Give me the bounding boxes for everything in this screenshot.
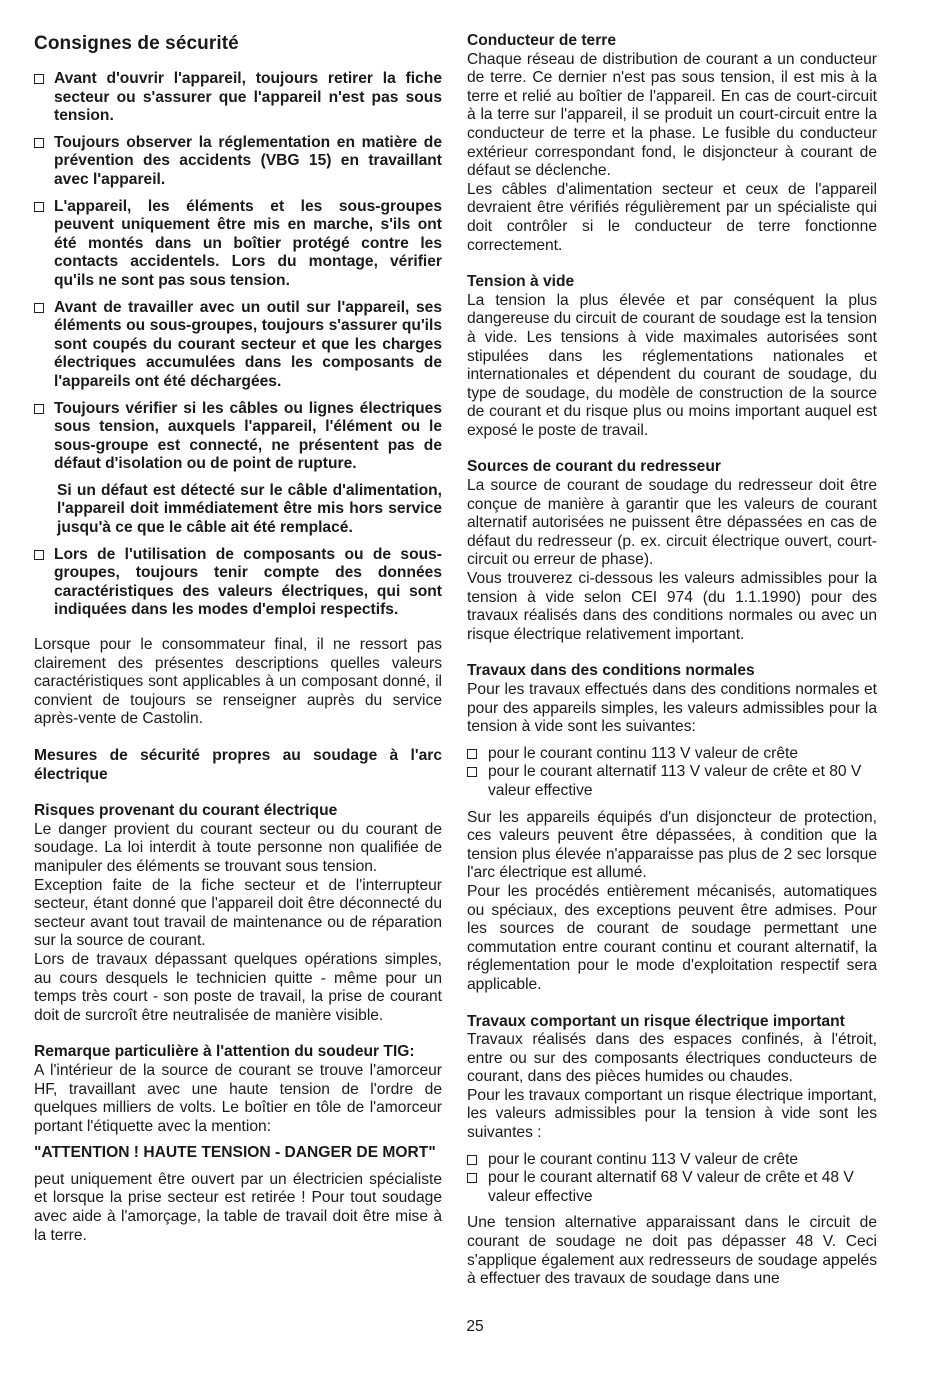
list-item	[467, 1169, 877, 1206]
checkbox-square-icon	[34, 74, 44, 84]
list-item	[467, 1151, 877, 1170]
safety-item	[34, 134, 442, 190]
rectifier-paragraph: La source de courant de soudage du redresseur doit être conçue de manière à garantir que les valeurs de courant alternatif autorisées ne puissent être dépassées en cas de défaut du redresseur (p. ex. circuit électrique ouvert, court-circuit ou erreur de phase).	[467, 477, 877, 569]
safety-item-text: Toujours vérifier si les câbles ou lignes électriques sous tension, auxquels l'appareil, l'élément ou le sous-groupe est connecté, ne présentent pas de défaut d'isolation ou de point de rupture.	[54, 399, 442, 473]
high-risk-paragraph: Travaux réalisés dans des espaces confinés, à l'étroit, entre ou sur des composants électriques conducteurs de courant, dans des pièces humides ou chaudes.	[467, 1031, 877, 1086]
left-column	[34, 32, 442, 1245]
high-risk-values-list	[467, 1151, 877, 1207]
tig-warning-label: "ATTENTION ! HAUTE TENSION - DANGER DE MORT"	[34, 1144, 436, 1162]
page-title: Consignes de sécurité	[34, 33, 239, 54]
safety-item	[34, 299, 442, 392]
safety-note: Si un défaut est détecté sur le câble d'alimentation, l'appareil doit immédiatement être mis hors service jusqu'à ce que le câble ait été remplacé.	[57, 481, 442, 537]
checkbox-square-icon	[34, 550, 44, 560]
open-voltage-paragraph: La tension la plus élevée et par conséquent la plus dangereuse du circuit de courant de soudage est la tension à vide. Les tensions à vide maximales autorisées sont stipulées dans les réglementations nationales et internationales et dépendent du courant de soudage, du type de soudage, du modèle de construction de la source de courant et du risque plus ou moins important auquel est exposé le poste de travail.	[467, 291, 877, 439]
tig-note-heading: Remarque particulière à l'attention du soudeur TIG:	[34, 1043, 415, 1061]
arc-safety-heading: Mesures de sécurité propres au soudage à l'arc électrique	[34, 747, 442, 783]
electric-risk-paragraph: Le danger provient du courant secteur ou du courant de soudage. La loi interdit à toute personne non qualifiée de manipuler des éléments se trouvant sous tension.	[34, 820, 442, 875]
checkbox-square-icon	[34, 404, 44, 414]
safety-item-text: L'appareil, les éléments et les sous-groupes peuvent uniquement être mis en marche, s'ils ont été montés dans un boîtier protégé contre les contacts accidentels. Lors du montage, vérifier qu'ils ne sont pas sous tension.	[54, 197, 442, 289]
normal-conditions-paragraph: Pour les procédés entièrement mécanisés, automatiques ou spéciaux, des exceptions peuvent être admises. Pour les sources de courant de soudage permettant une commutation entre courant continu et courant alternatif, la réglementation pour le mode d'exploitation respectif sera applicable.	[467, 882, 877, 993]
open-voltage-heading: Tension à vide	[467, 273, 575, 291]
list-item-text: pour le courant alternatif 113 V valeur de crête et 80 V valeur effective	[488, 763, 862, 799]
safety-item	[34, 546, 442, 620]
tig-note-paragraph: peut uniquement être ouvert par un électricien spécialiste et lorsque la prise secteur est retirée ! Pour tout soudage avec aide à l'amorçage, la table de travail doit être mise à la terre.	[34, 1170, 442, 1244]
list-item-text: pour le courant continu 113 V valeur de crête	[488, 744, 799, 762]
safety-item	[34, 70, 442, 126]
rectifier-heading: Sources de courant du redresseur	[467, 458, 721, 476]
high-risk-paragraph: Pour les travaux comportant un risque électrique important, les valeurs admissibles pour la tension à vide sont les suivantes :	[467, 1086, 877, 1142]
list-item-text: pour le courant alternatif 68 V valeur de crête et 48 V valeur effective	[488, 1169, 854, 1205]
safety-item	[34, 198, 442, 291]
list-item	[467, 763, 877, 800]
safety-item-text: Lors de l'utilisation de composants ou de sous-groupes, toujours tenir compte des données caractéristiques des valeurs électriques, qui sont indiquées dans les modes d'emploi respectifs.	[54, 545, 442, 619]
earth-conductor-paragraph: Les câbles d'alimentation secteur et ceux de l'appareil devraient être vérifiés régulièrement par un spécialiste qui doit contrôler si le conducteur de terre fonctionne correctement.	[467, 180, 877, 254]
safety-item-text: Avant de travailler avec un outil sur l'appareil, ses éléments ou sous-groupes, toujours s'assurer qu'ils sont coupés du courant secteur et que les charges électriques accumulées dans les composants de l'appareils ont été déchargées.	[54, 298, 442, 390]
earth-conductor-paragraph: Chaque réseau de distribution de courant a un conducteur de terre. Ce dernier n'est pas sous tension, il est mis à la terre et relié au boîtier de l'appareil. En cas de court-circuit à la terre sur l'appareil, il se produit un court-circuit entre la conducteur de terre et la phase. Le fusible du conducteur extérieur correspondant fond, le disjoncteur à courant de défaut se déclenche.	[467, 50, 877, 180]
normal-values-list	[467, 745, 877, 801]
page-number: 25	[466, 1318, 484, 1335]
list-item	[467, 745, 877, 764]
earth-conductor-heading: Conducteur de terre	[467, 32, 617, 49]
tig-note-paragraph: A l'intérieur de la source de courant se trouve l'amorceur HF, travaillant avec une haute tension de l'ordre de quelques milliers de volts. Le boîtier en tôle de l'amorceur portant l'étiquette avec la mention:	[34, 1061, 442, 1135]
intro-paragraph: Lorsque pour le consommateur final, il ne ressort pas clairement des présentes descriptions quelles valeurs caractéristiques sont applicables à un composant donné, il convient de toujours se renseigner auprès du service après-vente de Castolin.	[34, 636, 442, 728]
checkbox-square-icon	[34, 138, 44, 148]
normal-conditions-paragraph: Pour les travaux effectués dans des conditions normales et pour des appareils simples, les valeurs admissibles pour la tension à vide sont les suivantes:	[467, 681, 877, 736]
safety-list	[34, 70, 442, 620]
rectifier-paragraph: Vous trouverez ci-dessous les valeurs admissibles pour la tension à vide selon CEI 974 (du 1.1.1990) pour des travaux réalisés dans des conditions normales ou avec un risque électrique relativement important.	[467, 570, 877, 643]
electric-risk-heading: Risques provenant du courant électrique	[34, 802, 338, 820]
checkbox-square-icon	[34, 202, 44, 212]
right-column	[467, 32, 877, 1289]
safety-item-text: Avant d'ouvrir l'appareil, toujours retirer la fiche secteur ou s'assurer que l'appareil n'est pas sous tension.	[54, 70, 442, 125]
normal-conditions-paragraph: Sur les appareils équipés d'un disjoncteur de protection, ces valeurs peuvent être dépassées, à condition que la tension plus élevée n'apparaisse pas plus de 2 sec lorsque l'arc électrique est allumé.	[467, 808, 877, 882]
checkbox-square-icon	[467, 1155, 477, 1165]
checkbox-square-icon	[467, 1173, 477, 1183]
electric-risk-paragraph: Lors de travaux dépassant quelques opérations simples, au cours desquels le technicien quitte - même pour un temps très court - son poste de travail, la prise de courant doit de surcroît être neutralisée de manière visible.	[34, 950, 442, 1024]
safety-item-text: Toujours observer la réglementation en matière de prévention des accidents (VBG 15) en travaillant avec l'appareil.	[54, 133, 442, 188]
checkbox-square-icon	[34, 303, 44, 313]
list-item-text: pour le courant continu 113 V valeur de crête	[488, 1150, 799, 1168]
normal-conditions-heading: Travaux dans des conditions normales	[467, 662, 755, 680]
electric-risk-paragraph: Exception faite de la fiche secteur et de l'interrupteur secteur, étant donné que l'appareil doit être déconnecté du secteur avant tout travail de maintenance ou de réparation sur la source de courant.	[34, 876, 442, 950]
checkbox-square-icon	[467, 749, 477, 759]
high-risk-heading: Travaux comportant un risque électrique important	[467, 1012, 845, 1030]
safety-item	[34, 400, 442, 474]
high-risk-paragraph: Une tension alternative apparaissant dans le circuit de courant de soudage ne doit pas dépasser 48 V. Ceci s'applique également aux redresseurs de soudage appelés à effectuer des travaux de soudage dans une	[467, 1214, 877, 1288]
checkbox-square-icon	[467, 767, 477, 777]
